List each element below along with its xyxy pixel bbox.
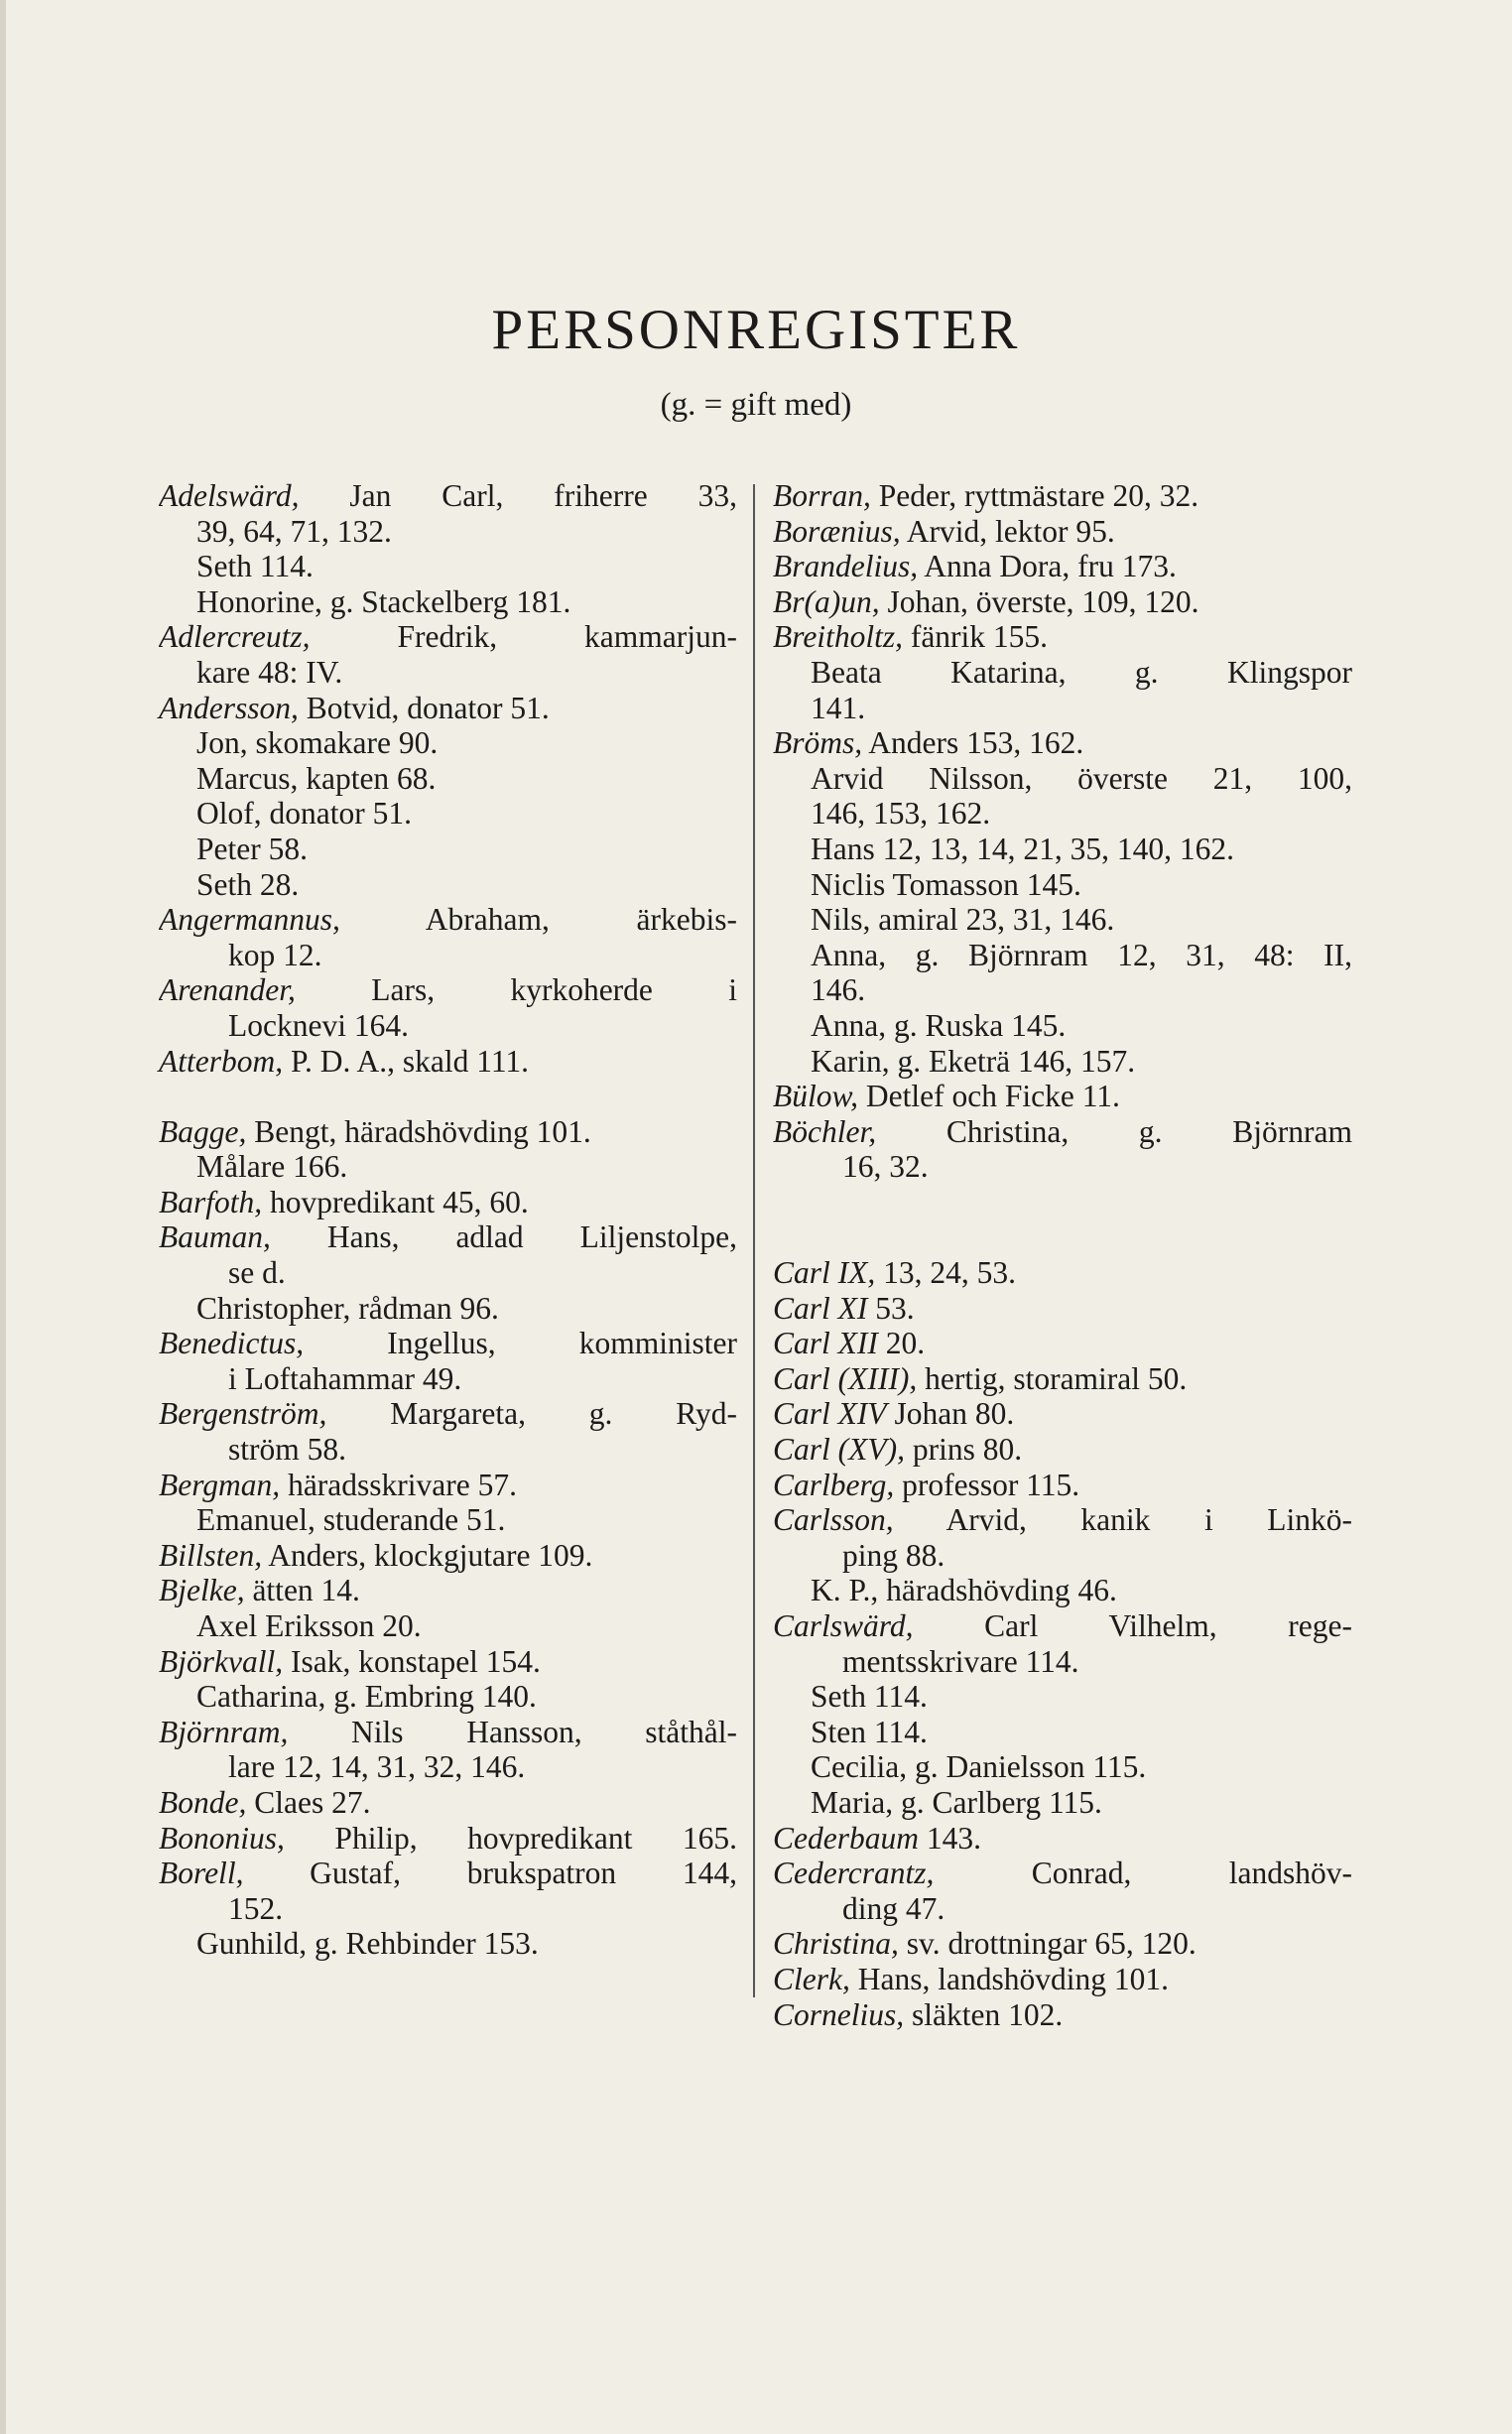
- index-subentry: [159, 761, 737, 797]
- entry-name: Billsten,: [159, 1537, 263, 1573]
- index-subentry: [159, 1891, 737, 1927]
- index-subentry: [773, 832, 1352, 867]
- entry-text: 143.: [918, 1820, 981, 1856]
- index-subentry: [773, 796, 1352, 832]
- index-subentry: [773, 1891, 1352, 1927]
- index-entry: [159, 691, 737, 726]
- index-subentry: [159, 1361, 737, 1397]
- index-entry: [773, 1502, 1352, 1538]
- entry-text: Margareta, g. Ryd-: [326, 1396, 737, 1432]
- entry-text: Seth 114.: [811, 1679, 928, 1715]
- index-entry: [773, 478, 1352, 514]
- entry-name: Carl (XV),: [773, 1432, 905, 1468]
- entry-text: Anders, klockgjutare 109.: [262, 1537, 593, 1573]
- entry-text: 146.: [811, 972, 866, 1008]
- entry-name: Cedercrantz,: [773, 1856, 935, 1891]
- entry-name: Carlsson,: [773, 1502, 894, 1538]
- index-entry: [773, 1432, 1352, 1468]
- entry-text: Axel Eriksson 20.: [196, 1608, 422, 1643]
- entry-text: Maria, g. Carlberg 115.: [811, 1784, 1102, 1820]
- index-entry: [773, 1255, 1352, 1291]
- entry-name: Borell,: [159, 1856, 244, 1891]
- entry-text: Hans, landshövding 101.: [849, 1961, 1169, 1996]
- index-subentry: [159, 655, 737, 691]
- page-title: PERSONREGISTER: [491, 299, 1021, 361]
- entry-text: Peder, ryttmästare 20, 32.: [870, 478, 1199, 513]
- entry-text: Anna, g. Ruska 145.: [811, 1007, 1067, 1043]
- index-entry: [773, 1361, 1352, 1397]
- index-subentry: [159, 1432, 737, 1468]
- index-entry: [159, 1573, 737, 1608]
- entry-text: 146, 153, 162.: [811, 796, 991, 832]
- index-entry: [773, 1997, 1352, 2033]
- index-subentry: [773, 761, 1352, 797]
- entry-text: Marcus, kapten 68.: [196, 760, 437, 796]
- entry-text: mentsskrivare 114.: [842, 1643, 1079, 1679]
- index-subentry: [773, 1008, 1352, 1044]
- index-entry: [159, 1396, 737, 1432]
- section-gap: [159, 1079, 737, 1114]
- index-entry: [159, 902, 737, 938]
- entry-name: Carl XII: [773, 1326, 878, 1361]
- entry-text: ping 88.: [842, 1537, 945, 1573]
- entry-text: kare 48: IV.: [196, 654, 343, 690]
- index-subentry: [159, 584, 737, 620]
- entry-text: Karin, g. Eketrä 146, 157.: [811, 1043, 1136, 1079]
- index-subentry: [773, 1749, 1352, 1785]
- entry-name: Björnram,: [159, 1714, 289, 1749]
- column-divider: [753, 484, 755, 1997]
- index-entry: [773, 1962, 1352, 1997]
- index-entry: [159, 1114, 737, 1150]
- entry-text: Johan 80.: [886, 1396, 1015, 1432]
- index-subentry: [159, 1749, 737, 1785]
- entry-name: Barfoth,: [159, 1184, 263, 1219]
- entry-name: Böchler,: [773, 1113, 877, 1149]
- entry-text: Ingellus, komminister: [304, 1326, 737, 1361]
- entry-name: Carlswärd,: [773, 1608, 914, 1643]
- entry-text: i Loftahammar 49.: [228, 1360, 462, 1396]
- entry-name: Adelswärd,: [159, 478, 300, 513]
- entry-name: Breitholtz,: [773, 619, 903, 655]
- entry-text: Målare 166.: [196, 1149, 348, 1185]
- entry-text: Johan, överste, 109, 120.: [879, 583, 1199, 619]
- entry-text: K. P., häradshövding 46.: [811, 1573, 1117, 1608]
- entry-text: 39, 64, 71, 132.: [196, 513, 392, 549]
- entry-text: professor 115.: [894, 1467, 1080, 1502]
- entry-name: Cornelius,: [773, 1996, 905, 2032]
- entry-name: Bjelke,: [159, 1573, 245, 1608]
- entry-text: Cecilia, g. Danielsson 115.: [811, 1749, 1147, 1785]
- index-subentry: [773, 938, 1352, 973]
- index-entry: [773, 1079, 1352, 1114]
- entry-name: Bagge,: [159, 1113, 247, 1149]
- index-entry: [773, 1114, 1352, 1150]
- index-subentry: [159, 1255, 737, 1291]
- section-gap: [773, 1185, 1352, 1220]
- index-column-left: [159, 478, 737, 1962]
- entry-text: Olof, donator 51.: [196, 796, 412, 832]
- entry-name: Christina,: [773, 1926, 899, 1962]
- index-subentry: [773, 1538, 1352, 1574]
- entry-name: Angermannus,: [159, 902, 340, 938]
- entry-name: Carl IX,: [773, 1255, 876, 1291]
- entry-text: Conrad, landshöv-: [934, 1856, 1352, 1891]
- page-subtitle: (g. = gift med): [660, 387, 852, 423]
- entry-text: Philip, hovpredikant 165.: [284, 1820, 737, 1856]
- entry-text: hertig, storamiral 50.: [917, 1360, 1188, 1396]
- entry-text: ätten 14.: [244, 1573, 360, 1608]
- index-subentry: [159, 1291, 737, 1327]
- entry-name: Adlercreutz,: [159, 619, 311, 655]
- entry-text: Hans, adlad Liljenstolpe,: [270, 1219, 737, 1255]
- index-subentry: [159, 796, 737, 832]
- entry-name: Bülow,: [773, 1079, 859, 1114]
- index-entry: [773, 1291, 1352, 1327]
- entry-text: lare 12, 14, 31, 32, 146.: [228, 1749, 526, 1785]
- index-subentry: [773, 867, 1352, 903]
- entry-text: prins 80.: [904, 1432, 1023, 1468]
- entry-text: sv. drottningar 65, 120.: [898, 1926, 1197, 1962]
- entry-text: kop 12.: [228, 937, 322, 972]
- index-entry: [159, 1821, 737, 1857]
- entry-text: Anna Dora, fru 173.: [918, 549, 1177, 584]
- entry-text: Peter 58.: [196, 831, 308, 866]
- entry-text: ding 47.: [842, 1890, 945, 1926]
- index-entry: [159, 1856, 737, 1891]
- entry-text: 16, 32.: [842, 1149, 929, 1185]
- entry-text: Beata Katarina, g. Klingspor: [811, 654, 1352, 690]
- index-entry: [773, 1821, 1352, 1857]
- entry-text: Nils Hansson, ståthål-: [288, 1714, 737, 1749]
- index-entry: [773, 584, 1352, 620]
- index-subentry: [159, 1502, 737, 1538]
- entry-text: Abraham, ärkebis-: [339, 902, 737, 938]
- index-subentry: [773, 972, 1352, 1008]
- entry-text: se d.: [228, 1255, 286, 1291]
- entry-text: Arvid Nilsson, överste 21, 100,: [811, 760, 1352, 796]
- index-entry: [159, 1468, 737, 1503]
- section-gap: [773, 1219, 1352, 1255]
- index-subentry: [159, 1008, 737, 1044]
- entry-text: Isak, konstapel 154.: [283, 1643, 541, 1679]
- entry-text: Gunhild, g. Rehbinder 153.: [196, 1926, 539, 1962]
- index-entry: [773, 1326, 1352, 1361]
- index-entry: [159, 1185, 737, 1220]
- index-entry: [159, 1715, 737, 1750]
- index-subentry: [159, 514, 737, 550]
- entry-name: Atterbom,: [159, 1043, 284, 1079]
- index-subentry: [159, 1926, 737, 1962]
- entry-text: Locknevi 164.: [228, 1007, 409, 1043]
- index-subentry: [159, 1149, 737, 1185]
- entry-text: 13, 24, 53.: [875, 1255, 1017, 1291]
- index-entry: [159, 1326, 737, 1361]
- entry-text: 152.: [228, 1890, 284, 1926]
- entry-text: Hans 12, 13, 14, 21, 35, 140, 162.: [811, 831, 1234, 866]
- entry-text: 20.: [877, 1326, 926, 1361]
- entry-text: släkten 102.: [904, 1996, 1064, 2032]
- entry-name: Andersson,: [159, 690, 299, 725]
- entry-text: Arvid, kanik i Linkö-: [893, 1502, 1352, 1538]
- index-subentry: [159, 1608, 737, 1644]
- index-subentry: [159, 1679, 737, 1715]
- entry-text: Carl Vilhelm, rege-: [913, 1608, 1352, 1643]
- entry-text: Gustaf, brukspatron 144,: [243, 1856, 737, 1891]
- index-entry: [773, 1926, 1352, 1962]
- index-entry: [773, 1856, 1352, 1891]
- entry-name: Bauman,: [159, 1219, 271, 1255]
- index-subentry: [159, 549, 737, 584]
- index-column-right: [773, 478, 1352, 2032]
- entry-name: Carl XIV: [773, 1396, 887, 1432]
- index-subentry: [773, 1679, 1352, 1715]
- entry-name: Carl XI: [773, 1290, 868, 1326]
- index-subentry: [773, 691, 1352, 726]
- entry-name: Björkvall,: [159, 1643, 284, 1679]
- entry-text: hovpredikant 45, 60.: [262, 1184, 529, 1219]
- index-entry: [159, 1044, 737, 1080]
- index-entry: [773, 1468, 1352, 1503]
- index-entry: [773, 1608, 1352, 1644]
- entry-text: fänrik 155.: [902, 619, 1049, 655]
- index-entry: [773, 725, 1352, 761]
- index-subentry: [159, 725, 737, 761]
- entry-text: Christina, g. Björnram: [876, 1113, 1352, 1149]
- entry-text: 53.: [867, 1290, 915, 1326]
- entry-text: Seth 114.: [196, 549, 314, 584]
- entry-text: Christopher, rådman 96.: [196, 1290, 499, 1326]
- index-entry: [159, 1785, 737, 1821]
- entry-text: Detlef och Ficke 11.: [858, 1079, 1120, 1114]
- entry-text: Seth 28.: [196, 866, 300, 902]
- entry-name: Carl (XIII),: [773, 1360, 918, 1396]
- entry-name: Bröms,: [773, 725, 863, 761]
- entry-text: häradsskrivare 57.: [280, 1467, 517, 1502]
- entry-name: Borran,: [773, 478, 871, 513]
- index-subentry: [773, 1573, 1352, 1608]
- index-subentry: [773, 902, 1352, 938]
- index-subentry: [773, 1044, 1352, 1080]
- index-subentry: [773, 1149, 1352, 1185]
- index-entry: [159, 1219, 737, 1255]
- entry-name: Borænius,: [773, 513, 901, 549]
- entry-text: Bengt, häradshövding 101.: [246, 1113, 591, 1149]
- entry-text: Honorine, g. Stackelberg 181.: [196, 583, 571, 619]
- index-entry: [159, 478, 737, 514]
- entry-text: P. D. A., skald 111.: [283, 1043, 530, 1079]
- entry-text: Fredrik, kammarjun-: [310, 619, 737, 655]
- index-subentry: [773, 1715, 1352, 1750]
- index-subentry: [773, 1785, 1352, 1821]
- entry-name: Br(a)un,: [773, 583, 880, 619]
- entry-text: Lars, kyrkoherde i: [295, 972, 737, 1008]
- entry-name: Brandelius,: [773, 549, 919, 584]
- entry-text: Jon, skomakare 90.: [196, 725, 439, 761]
- entry-text: Arvid, lektor 95.: [900, 513, 1115, 549]
- entry-text: Catharina, g. Embring 140.: [196, 1679, 537, 1715]
- entry-text: Botvid, donator 51.: [298, 690, 550, 725]
- entry-text: Jan Carl, friherre 33,: [299, 478, 737, 513]
- index-entry: [773, 619, 1352, 655]
- entry-text: Anna, g. Björnram 12, 31, 48: II,: [811, 937, 1352, 972]
- index-subentry: [159, 867, 737, 903]
- index-entry: [773, 549, 1352, 584]
- entry-name: Benedictus,: [159, 1326, 305, 1361]
- entry-name: Bergenström,: [159, 1396, 327, 1432]
- entry-name: Carlberg,: [773, 1467, 895, 1502]
- index-subentry: [773, 655, 1352, 691]
- entry-text: ström 58.: [228, 1432, 347, 1468]
- entry-text: Nils, amiral 23, 31, 146.: [811, 902, 1115, 938]
- entry-text: 141.: [811, 690, 866, 725]
- entry-name: Cederbaum: [773, 1820, 919, 1856]
- entry-name: Bonde,: [159, 1784, 247, 1820]
- entry-name: Clerk,: [773, 1961, 850, 1996]
- index-subentry: [773, 1644, 1352, 1680]
- index-entry: [773, 514, 1352, 550]
- index-entry: [159, 619, 737, 655]
- index-entry: [159, 1538, 737, 1574]
- entry-text: Emanuel, studerande 51.: [196, 1502, 506, 1538]
- entry-text: Claes 27.: [246, 1784, 371, 1820]
- index-subentry: [159, 832, 737, 867]
- index-entry: [159, 972, 737, 1008]
- page-edge: [0, 0, 6, 2434]
- entry-text: Anders 153, 162.: [862, 725, 1084, 761]
- index-entry: [159, 1644, 737, 1680]
- entry-text: Niclis Tomasson 145.: [811, 866, 1081, 902]
- entry-text: Sten 114.: [811, 1714, 928, 1749]
- entry-name: Bononius,: [159, 1820, 285, 1856]
- entry-name: Arenander,: [159, 972, 296, 1008]
- index-entry: [773, 1396, 1352, 1432]
- index-subentry: [159, 938, 737, 973]
- entry-name: Bergman,: [159, 1467, 281, 1502]
